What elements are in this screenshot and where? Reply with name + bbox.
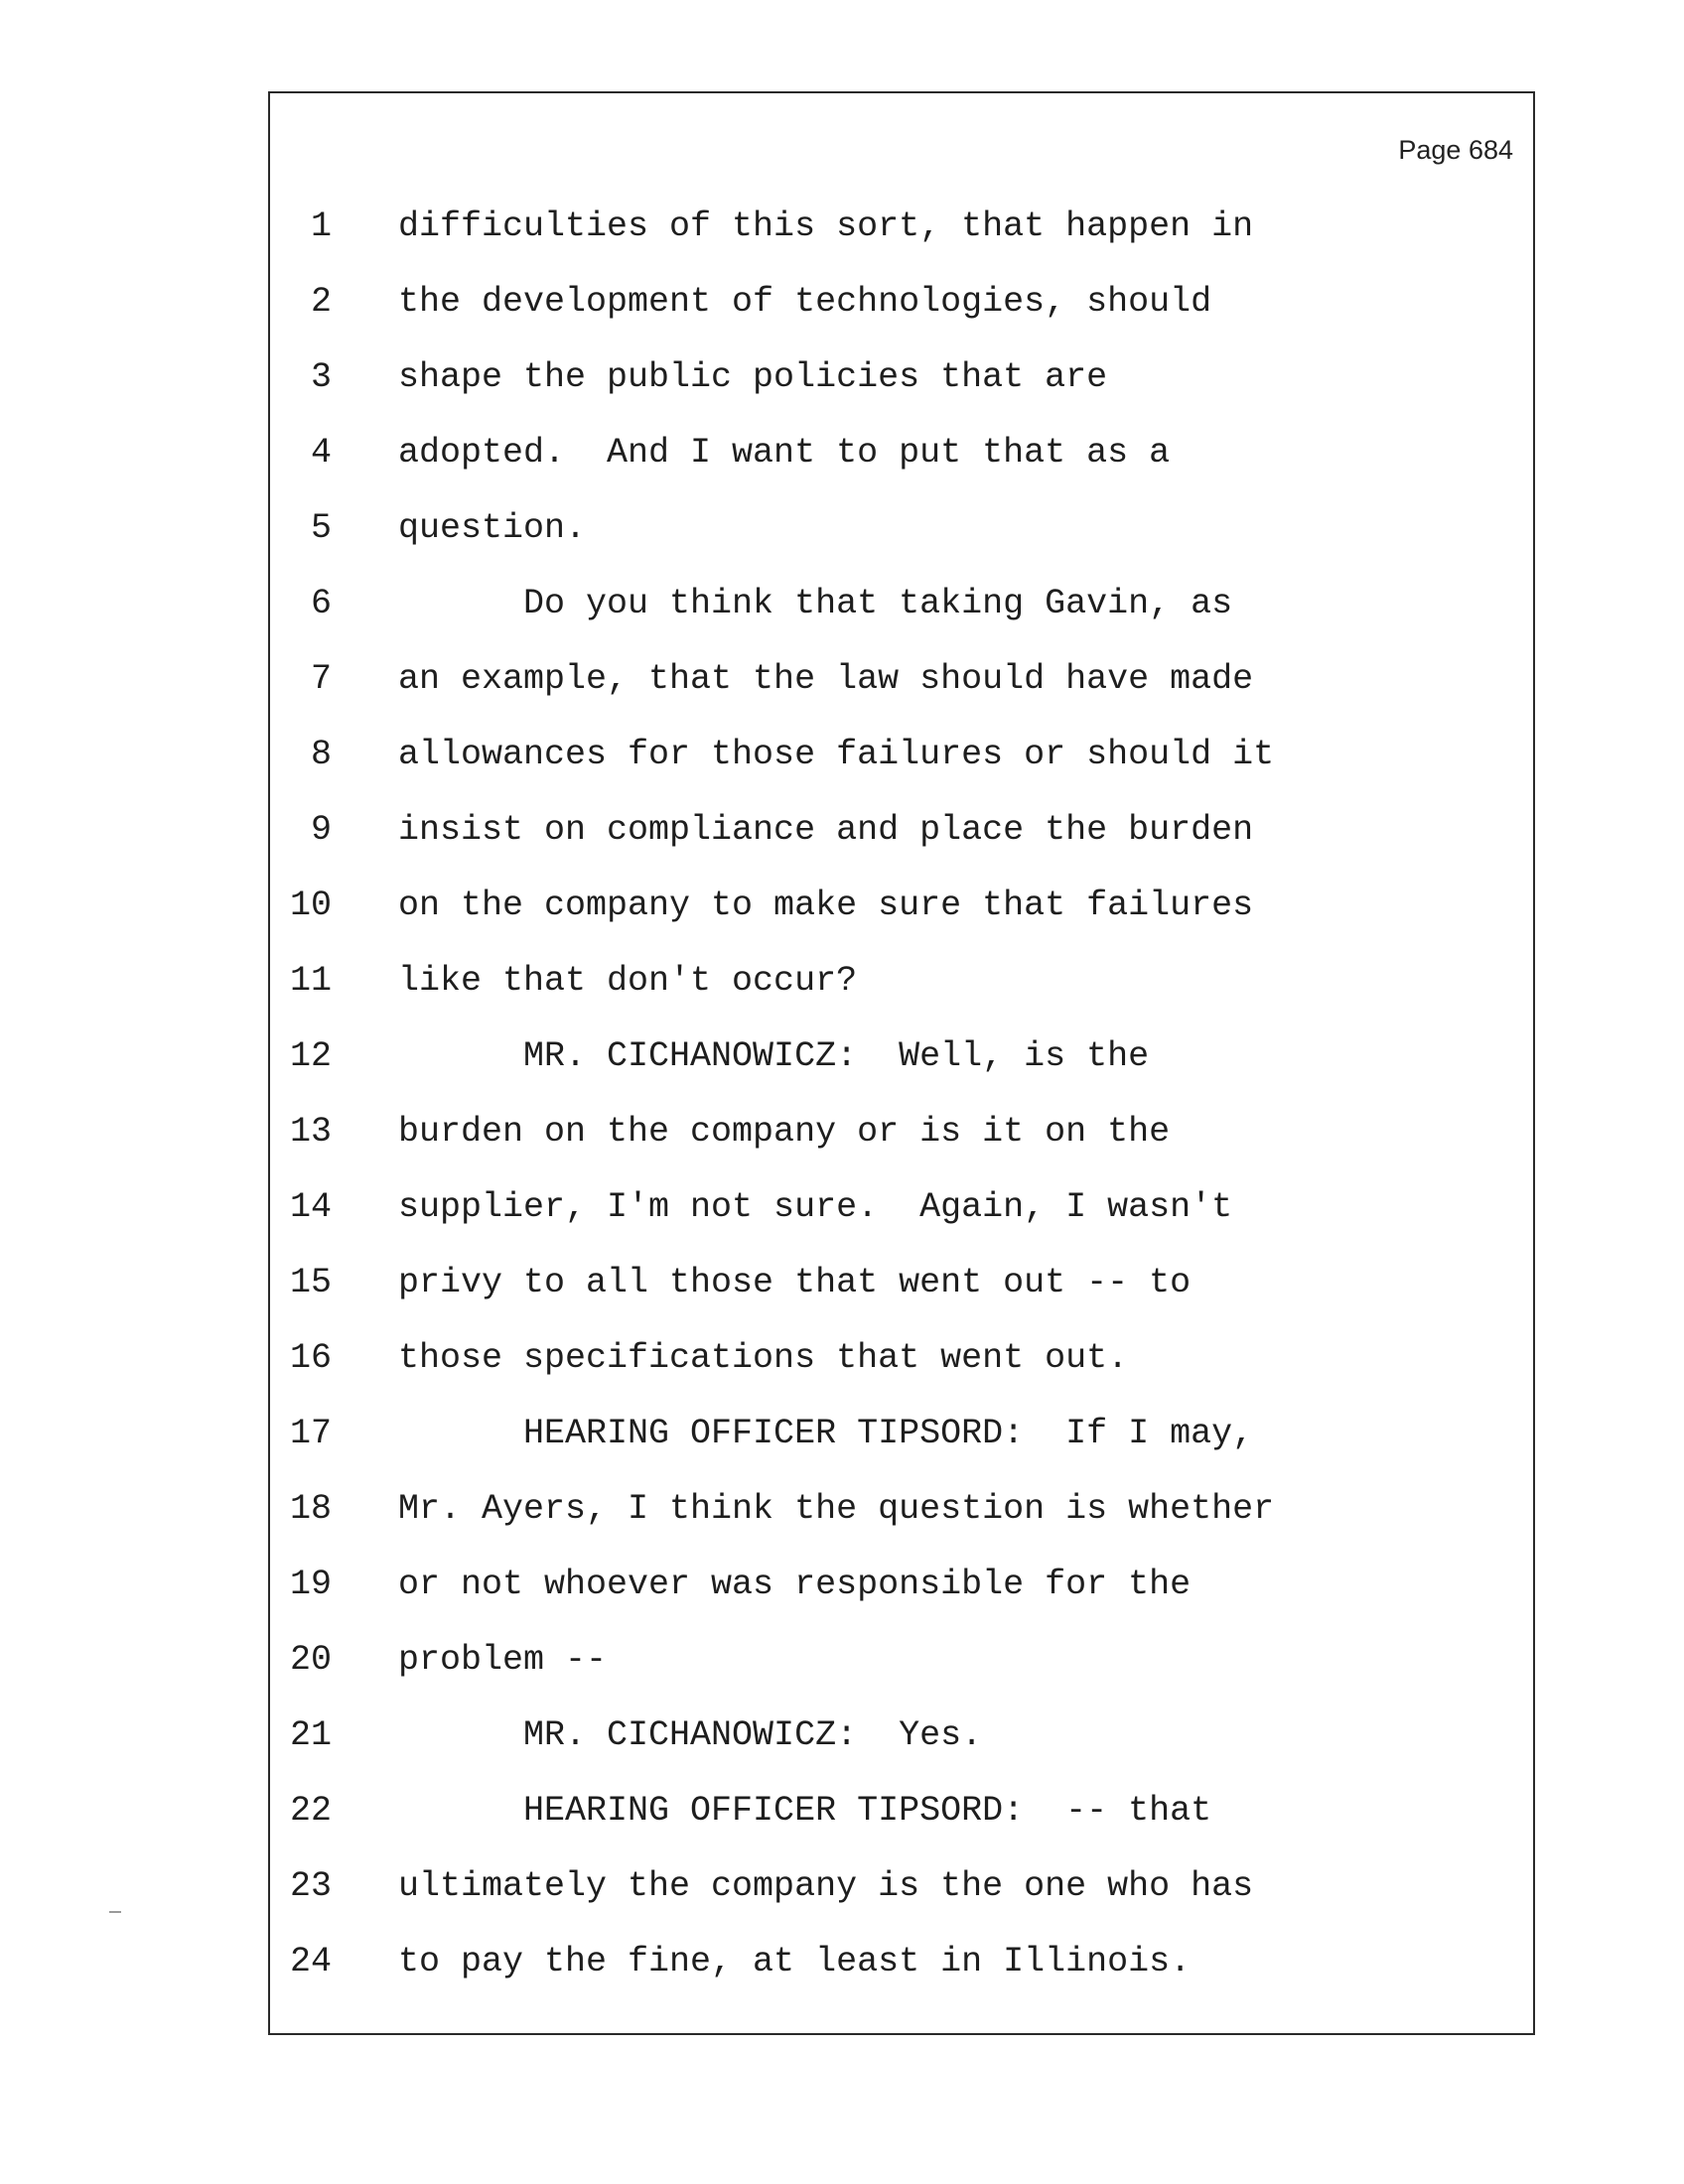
line-text: HEARING OFFICER TIPSORD: If I may, — [398, 1414, 1254, 1453]
transcript-line — [270, 189, 1537, 264]
line-number: 13 — [289, 1112, 332, 1152]
line-text: on the company to make sure that failures — [398, 886, 1254, 925]
line-number: 20 — [289, 1640, 332, 1680]
line-number: 19 — [289, 1565, 332, 1604]
line-number: 16 — [289, 1338, 332, 1378]
transcript-line — [270, 641, 1537, 717]
transcript-line — [270, 1698, 1537, 1773]
transcript-line — [270, 1169, 1537, 1245]
line-text: the development of technologies, should — [398, 282, 1212, 322]
line-number: 22 — [289, 1791, 332, 1831]
transcript-line — [270, 717, 1537, 792]
transcript-line — [270, 1245, 1537, 1320]
line-text: Mr. Ayers, I think the question is whether — [398, 1489, 1275, 1529]
line-text: burden on the company or is it on the — [398, 1112, 1171, 1152]
transcript-line — [270, 1471, 1537, 1547]
page-number: Page 684 — [1398, 135, 1513, 165]
line-text: an example, that the law should have made — [398, 659, 1254, 699]
line-number: 24 — [289, 1942, 332, 1981]
line-number: 6 — [310, 584, 332, 623]
transcript-line — [270, 490, 1537, 566]
line-text: adopted. And I want to put that as a — [398, 433, 1171, 473]
line-number: 11 — [289, 961, 332, 1001]
line-number: 17 — [289, 1414, 332, 1453]
line-text: those specifications that went out. — [398, 1338, 1129, 1378]
transcript-line — [270, 1848, 1537, 1924]
line-text: difficulties of this sort, that happen in — [398, 206, 1254, 246]
line-number: 4 — [310, 433, 332, 473]
transcript-line — [270, 1622, 1537, 1698]
line-text: Do you think that taking Gavin, as — [398, 584, 1233, 623]
line-text: or not whoever was responsible for the — [398, 1565, 1192, 1604]
line-text: allowances for those failures or should it — [398, 735, 1275, 774]
transcript-line — [270, 1019, 1537, 1094]
line-number: 14 — [289, 1187, 332, 1227]
line-number: 7 — [310, 659, 332, 699]
transcript-line — [270, 1924, 1537, 1999]
line-number: 18 — [289, 1489, 332, 1529]
line-text: shape the public policies that are — [398, 357, 1108, 397]
line-number: 23 — [289, 1866, 332, 1906]
transcript-line — [270, 1320, 1537, 1396]
line-number: 10 — [289, 886, 332, 925]
transcript-line — [270, 566, 1537, 641]
line-text: like that don't occur? — [398, 961, 858, 1001]
line-number: 3 — [310, 357, 332, 397]
line-number: 12 — [289, 1036, 332, 1076]
transcript-line — [270, 792, 1537, 868]
transcript-line — [270, 1396, 1537, 1471]
transcript-line — [270, 415, 1537, 490]
line-text: privy to all those that went out -- to — [398, 1263, 1192, 1302]
transcript-line — [270, 1094, 1537, 1169]
line-number: 9 — [310, 810, 332, 850]
transcript-line — [270, 868, 1537, 943]
line-text: problem -- — [398, 1640, 608, 1680]
line-number: 5 — [310, 508, 332, 548]
line-number: 21 — [289, 1715, 332, 1755]
transcript-line — [270, 1547, 1537, 1622]
line-text: supplier, I'm not sure. Again, I wasn't — [398, 1187, 1233, 1227]
line-text: insist on compliance and place the burden — [398, 810, 1254, 850]
scan-speck — [109, 1911, 121, 1913]
line-text: ultimately the company is the one who has — [398, 1866, 1254, 1906]
line-text: HEARING OFFICER TIPSORD: -- that — [398, 1791, 1212, 1831]
line-text: to pay the fine, at least in Illinois. — [398, 1942, 1192, 1981]
transcript-line — [270, 264, 1537, 340]
transcript-line — [270, 340, 1537, 415]
line-number: 8 — [310, 735, 332, 774]
line-number: 2 — [310, 282, 332, 322]
transcript-page — [268, 91, 1535, 2035]
line-text: MR. CICHANOWICZ: Well, is the — [398, 1036, 1150, 1076]
line-text: MR. CICHANOWICZ: Yes. — [398, 1715, 983, 1755]
transcript-line — [270, 1773, 1537, 1848]
transcript-line — [270, 943, 1537, 1019]
line-number: 15 — [289, 1263, 332, 1302]
line-number: 1 — [310, 206, 332, 246]
line-text: question. — [398, 508, 587, 548]
